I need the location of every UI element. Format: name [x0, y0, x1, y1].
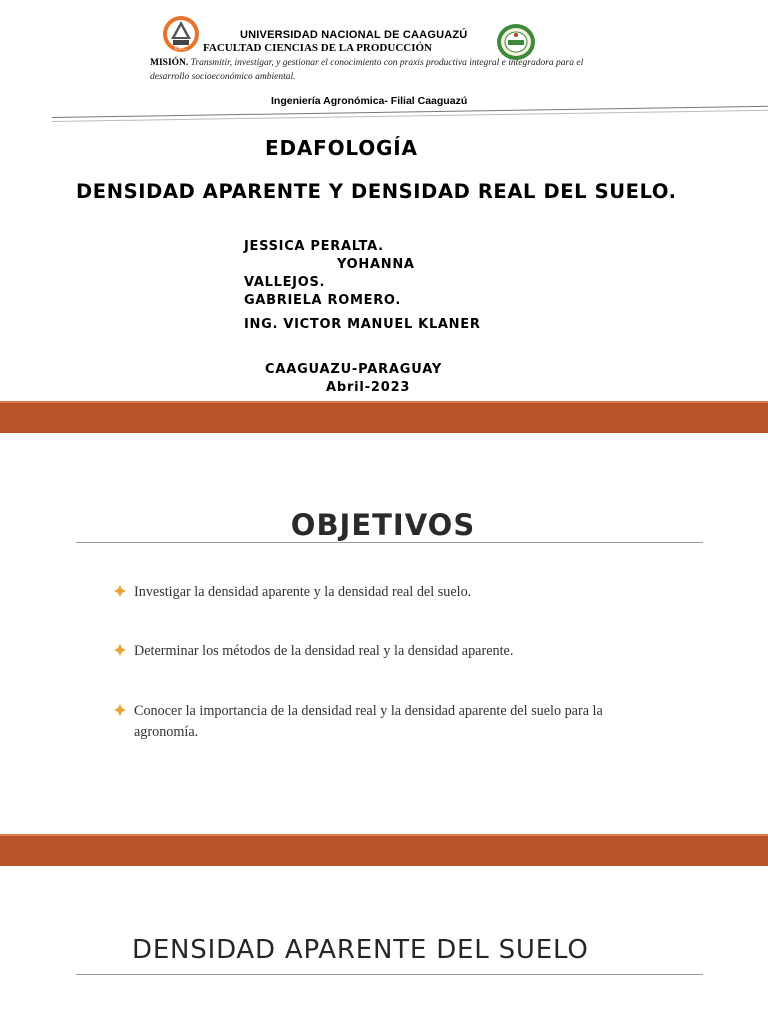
diamond-bullet-icon	[114, 644, 126, 656]
author-line: JESSICA PERALTA.	[244, 239, 384, 254]
university-name: UNIVERSIDAD NACIONAL DE CAAGUAZÚ	[240, 29, 468, 41]
objectives-title	[0, 508, 768, 542]
svg-text:U.N.C.: U.N.C.	[174, 46, 188, 51]
university-logo	[162, 15, 200, 53]
mission-statement	[150, 56, 590, 84]
title-underline	[76, 542, 703, 543]
slide-separator-band	[0, 401, 768, 433]
objective-text: Investigar la densidad aparente y la densidad real del suelo.	[134, 584, 472, 600]
cover-title: DENSIDAD APARENTE Y DENSIDAD REAL DEL SUELO.	[76, 180, 677, 203]
section-title: DENSIDAD APARENTE DEL SUELO	[132, 935, 589, 965]
author-line: GABRIELA ROMERO.	[244, 293, 402, 308]
objective-item	[114, 582, 634, 603]
authors-list	[244, 238, 415, 310]
subject-title: EDAFOLOGÍA	[265, 136, 418, 160]
objective-text: Conocer la importancia de la densidad real y la densidad aparente del suelo para la agronomía.	[134, 703, 603, 740]
date: Abril-2023	[326, 380, 411, 395]
career-name: Ingeniería Agronómica- Filial Caaguazú	[271, 95, 468, 107]
faculty-name: FACULTAD CIENCIAS DE LA PRODUCCIÓN	[203, 42, 432, 54]
author-line: YOHANNA	[337, 257, 415, 272]
objective-text: Determinar los métodos de la densidad real y la densidad aparente.	[134, 643, 514, 659]
place: CAAGUAZU-PARAGUAY	[265, 362, 443, 377]
objective-item	[114, 641, 634, 662]
diamond-bullet-icon	[114, 585, 126, 597]
author-line: VALLEJOS.	[244, 275, 326, 290]
objective-item	[114, 701, 634, 743]
mission-label: MISIÓN.	[150, 58, 189, 68]
mission-text: Transmitir, investigar, y gestionar el conocimiento con praxis productiva integral e integradora para el desarrollo socioeconómico ambiental.	[150, 58, 584, 82]
diamond-bullet-icon	[114, 704, 126, 716]
professor-name: ING. VICTOR MANUEL KLANER	[244, 317, 481, 332]
objectives-title-text: OBJETIVOS	[290, 508, 476, 542]
slide-separator-band	[0, 834, 768, 866]
title-underline	[76, 974, 703, 975]
